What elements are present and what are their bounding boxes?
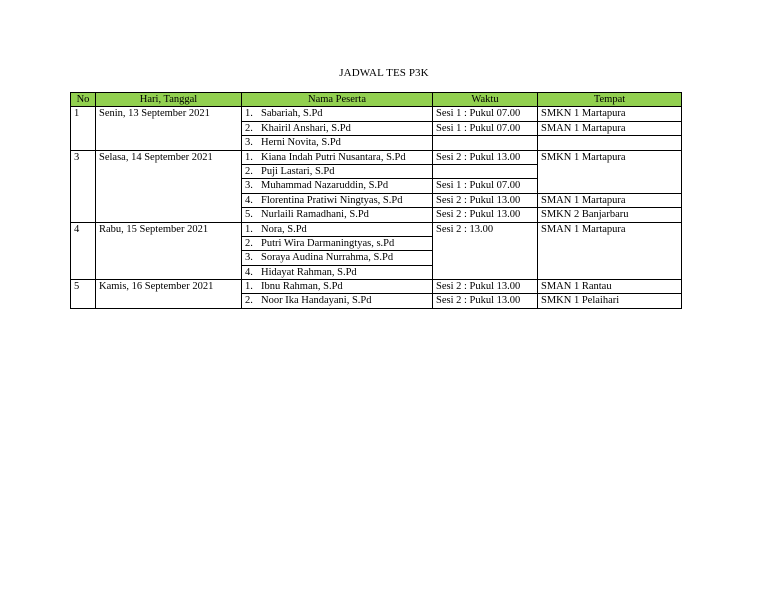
participant-number: 4. — [245, 194, 253, 206]
participant-number: 2. — [245, 295, 253, 307]
table-row — [71, 280, 682, 294]
participant-number: 2. — [245, 237, 253, 249]
row-day: Selasa, 14 September 2021 — [96, 150, 242, 222]
participant-name — [242, 222, 433, 236]
participant-number: 3. — [245, 137, 253, 149]
participant-name-text: Sabariah, S.Pd — [261, 108, 323, 120]
session-time: Sesi 1 : Pukul 07.00 — [433, 179, 538, 193]
row-number: 5 — [71, 280, 96, 309]
test-place: SMAN 1 Martapura — [538, 121, 682, 135]
row-day: Senin, 13 September 2021 — [96, 107, 242, 150]
participant-name-text: Putri Wira Darmaningtyas, s.Pd — [261, 237, 395, 249]
session-time: Sesi 2 : Pukul 13.00 — [433, 150, 538, 164]
participant-number: 2. — [245, 122, 253, 134]
table-row — [71, 150, 682, 164]
participant-number: 3. — [245, 252, 253, 264]
table-row — [71, 107, 682, 121]
test-place: SMKN 1 Pelaihari — [538, 294, 682, 308]
session-time — [433, 136, 538, 150]
session-time: Sesi 2 : Pukul 13.00 — [433, 294, 538, 308]
participant-name — [242, 280, 433, 294]
test-place: SMKN 2 Banjarbaru — [538, 208, 682, 222]
participant-name-text: Hidayat Rahman, S.Pd — [261, 266, 357, 278]
participant-name — [242, 265, 433, 279]
participant-name — [242, 164, 433, 178]
session-time: Sesi 2 : Pukul 13.00 — [433, 193, 538, 207]
participant-name-text: Herni Novita, S.Pd — [261, 137, 341, 149]
row-day: Kamis, 16 September 2021 — [96, 280, 242, 309]
participant-name-text: Kiana Indah Putri Nusantara, S.Pd — [261, 151, 406, 163]
participant-name — [242, 179, 433, 193]
participant-name — [242, 294, 433, 308]
row-day: Rabu, 15 September 2021 — [96, 222, 242, 280]
participant-name — [242, 107, 433, 121]
test-place: SMKN 1 Martapura — [538, 107, 682, 121]
participant-name — [242, 121, 433, 135]
participant-name-text: Khairil Anshari, S.Pd — [261, 122, 351, 134]
participant-name-text: Soraya Audina Nurrahma, S.Pd — [261, 252, 394, 264]
session-time: Sesi 1 : Pukul 07.00 — [433, 107, 538, 121]
participant-number: 1. — [245, 151, 253, 163]
participant-name — [242, 236, 433, 250]
test-place: SMAN 1 Rantau — [538, 280, 682, 294]
session-time: Sesi 1 : Pukul 07.00 — [433, 121, 538, 135]
participant-number: 2. — [245, 165, 253, 177]
participant-name-text: Muhammad Nazaruddin, S.Pd — [261, 180, 389, 192]
participant-name — [242, 150, 433, 164]
participant-name — [242, 251, 433, 265]
column-header-time: Waktu — [433, 93, 538, 107]
participant-number: 3. — [245, 180, 253, 192]
schedule-table — [70, 92, 682, 309]
column-header-no: No — [71, 93, 96, 107]
session-time: Sesi 2 : Pukul 13.00 — [433, 280, 538, 294]
participant-number: 1. — [245, 108, 253, 120]
participant-name — [242, 136, 433, 150]
column-header-day: Hari, Tanggal — [96, 93, 242, 107]
participant-name-text: Nora, S.Pd — [261, 223, 307, 235]
participant-name-text: Ibnu Rahman, S.Pd — [261, 281, 343, 293]
row-number: 4 — [71, 222, 96, 280]
participant-name-text: Noor Ika Handayani, S.Pd — [261, 295, 372, 307]
participant-name-text: Nurlaili Ramadhani, S.Pd — [261, 209, 369, 221]
participant-number: 1. — [245, 223, 253, 235]
column-header-name: Nama Peserta — [242, 93, 433, 107]
participant-name-text: Florentina Pratiwi Ningtyas, S.Pd — [261, 194, 403, 206]
test-place: SMAN 1 Martapura — [538, 193, 682, 207]
session-time: Sesi 2 : Pukul 13.00 — [433, 208, 538, 222]
column-header-place: Tempat — [538, 93, 682, 107]
test-place: SMAN 1 Martapura — [538, 222, 682, 280]
participant-name — [242, 208, 433, 222]
table-row — [71, 222, 682, 236]
participant-number: 1. — [245, 281, 253, 293]
document-title: JADWAL TES P3K — [339, 67, 429, 79]
table-header-row — [71, 93, 682, 107]
session-time: Sesi 2 : 13.00 — [433, 222, 538, 280]
participant-name — [242, 193, 433, 207]
row-number: 3 — [71, 150, 96, 222]
row-number: 1 — [71, 107, 96, 150]
test-place — [538, 136, 682, 150]
session-time — [433, 164, 538, 178]
participant-number: 5. — [245, 209, 253, 221]
participant-name-text: Puji Lastari, S.Pd — [261, 165, 335, 177]
test-place: SMKN 1 Martapura — [538, 150, 682, 193]
participant-number: 4. — [245, 266, 253, 278]
